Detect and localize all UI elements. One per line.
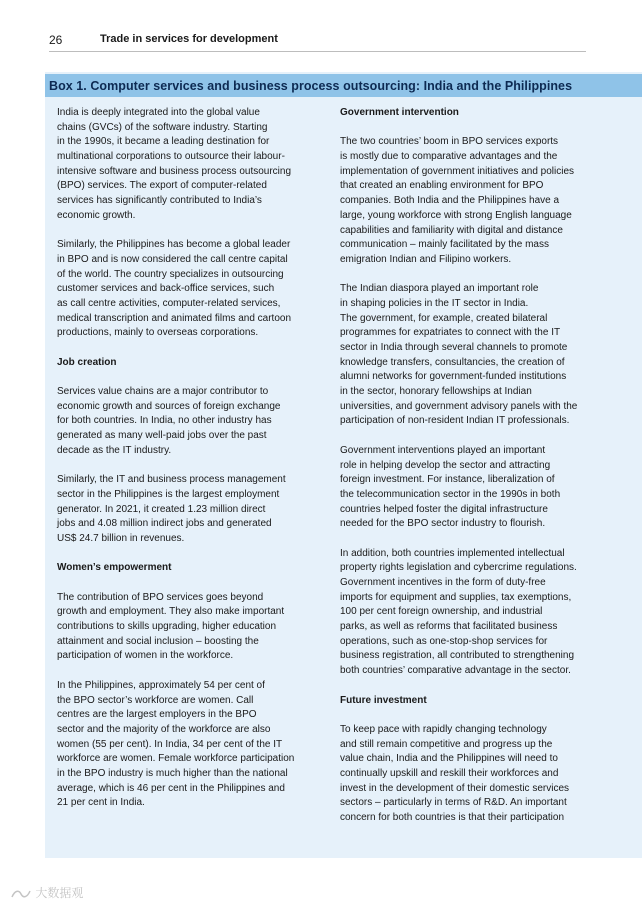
text-line: The two countries’ boom in BPO services exports [340,136,559,148]
text-line: growth and employment. They also make important [57,606,285,618]
text-line: is mostly due to comparative advantages and the [340,151,558,163]
paragraph [57,385,319,458]
text-line: both countries’ comparative advantage in the sector. [340,665,571,677]
text-line: 21 per cent in India. [57,797,145,809]
section-heading [57,356,319,371]
text-line: sector in the Philippines is the largest employment [57,488,280,500]
text-line: (BPO) services. The export of computer-related [57,180,267,192]
text-line: continually upskill and reskill their workforces and [340,767,559,779]
text-line: in shaping policies in the IT sector in India. [340,297,529,309]
text-line: Services value chains are a major contributor to [57,386,269,398]
text-line: property rights legislation and cybercrime regulations. [340,562,577,574]
text-line: chains (GVCs) of the software industry. Starting [57,121,268,133]
text-line: countries helped foster the digital infrastructure [340,503,548,515]
text-line: decade as the IT industry. [57,444,172,456]
right-column [340,106,602,826]
section-heading [340,694,602,709]
text-line: contributions to skills upgrading, higher education [57,621,277,633]
text-line: centres are the largest employers in the BPO [57,709,257,721]
text-line: and still remain competitive and progress up the [340,738,553,750]
text-line: The Indian diaspora played an important role [340,283,539,295]
watermark-logo-icon [10,888,32,900]
text-line: sector in India through several channels to promote [340,342,568,353]
paragraph-gap [340,429,602,444]
watermark [10,884,83,901]
text-line: intensive software and business process outsourcing [57,165,292,177]
heading-text: Women’s empowerment [57,562,172,574]
paragraph [57,238,319,341]
text-line: communication – mainly facilitated by the mass [340,239,549,251]
watermark-text: 大数据观 [35,886,84,900]
text-line: that created an enabling environment for BPO [340,180,544,192]
text-line: programmes for expatriates to connect with the IT [340,327,561,339]
text-line: India is deeply integrated into the global value [57,107,260,118]
text-line: US$ 24.7 billion in revenues. [57,532,185,544]
paragraph-gap [57,370,319,385]
heading-text: Job creation [57,356,117,368]
paragraph [57,679,319,811]
page-number: 26 [49,33,63,47]
paragraph-gap [340,268,602,283]
text-line: capabilities and familiarity with digital and distance [340,224,563,236]
paragraph-gap [340,121,602,136]
text-line: services has significantly contributed to India’s [57,195,262,207]
paragraph [340,547,602,679]
text-line: the telecommunication sector in the 1990s in both [340,488,561,500]
text-line: concern for both countries is that their participation [340,812,565,823]
text-line: needed for the BPO sector industry to flourish. [340,518,546,530]
heading-text: Future investment [340,694,427,706]
paragraph [340,282,602,429]
paragraph [340,444,602,532]
text-line: jobs and 4.08 million indirect jobs and generated [57,518,272,530]
text-line: universities, and government advisory panels with the [340,400,578,412]
box-title: Box 1. Computer services and business process outsourcing: India and the Philippines [49,79,573,93]
text-line: business registration, all contributed to strengthening [340,650,575,662]
text-line: participation of women in the workforce. [57,650,234,662]
section-heading [57,561,319,576]
text-line: large, young workforce with strong English language [340,209,572,221]
paragraph [340,135,602,267]
text-line: emigration Indian and Filipino workers. [340,253,512,265]
text-line: alumni networks for government-funded institutions [340,371,567,383]
text-line: multinational corporations to outsource their labour- [57,151,285,163]
paragraph [57,473,319,546]
text-line: generator. In 2021, it created 1.23 million direct [57,503,266,515]
text-line: Similarly, the Philippines has become a global leader [57,239,291,251]
text-line: economic growth. [57,209,136,221]
text-line: productions, mainly to overseas corporations. [57,327,259,339]
text-line: parks, as well as reforms that facilitated business [340,621,558,633]
text-line: Government incentives in the form of duty-free [340,577,546,588]
text-line: implementation of government initiatives and policies [340,165,575,177]
text-line: sector and the majority of the workforce are also [57,723,271,735]
text-line: the BPO sector’s workforce are women. Call [57,694,254,706]
text-line: customer services and back-office services, such [57,283,275,295]
text-line: value chain, India and the Philippines will need to [340,753,558,765]
section-heading [340,106,602,121]
paragraph-gap [57,664,319,679]
text-line: Government interventions played an important [340,444,546,456]
text-line: operations, such as one-stop-shop services for [340,635,548,647]
text-line: generated as many well-paid jobs over the past [57,430,267,442]
left-column [57,106,319,811]
paragraph-gap [57,576,319,591]
paragraph-gap [57,341,319,356]
text-line: participation of non-resident Indian IT professionals. [340,415,570,427]
paragraph-gap [340,708,602,723]
paragraph-gap [340,532,602,547]
text-line: imports for equipment and supplies, tax exemptions, [340,591,572,603]
text-line: women (55 per cent). In India, 34 per cent of the IT [57,738,283,750]
text-line: economic growth and sources of foreign exchange [57,400,281,412]
text-line: sectors – particularly in terms of R&D. An important [340,797,567,809]
text-line: 100 per cent foreign ownership, and industrial [340,606,543,618]
text-line: The contribution of BPO services goes beyond [57,591,264,603]
text-line: In the Philippines, approximately 54 per cent of [57,679,265,691]
text-line: of the world. The country specializes in outsourcing [57,268,284,280]
paragraph-gap [340,679,602,694]
running-title: Trade in services for development [100,33,278,45]
text-line: To keep pace with rapidly changing technology [340,723,547,735]
heading-text: Government intervention [340,107,459,118]
paragraph-gap [57,459,319,474]
text-line: medical transcription and animated films and cartoon [57,312,292,324]
text-line: In addition, both countries implemented intellectual [340,547,565,559]
text-line: foreign investment. For instance, liberalization of [340,474,555,486]
paragraph [57,591,319,664]
text-line: attainment and social inclusion – boosting the [57,635,259,647]
text-line: in the 1990s, it became a leading destination for [57,136,270,148]
text-line: average, which is 46 per cent in the Philippines and [57,782,285,794]
text-line: in the BPO industry is much higher than the national [57,767,288,779]
text-line: as call centre activities, computer-related services, [57,297,281,309]
text-line: companies. Both India and the Philippines have a [340,195,560,207]
text-line: role in helping develop the sector and attracting [340,459,551,471]
text-line: invest in the development of their domestic services [340,782,569,794]
paragraph [57,106,319,224]
paragraph-gap [57,547,319,562]
text-line: knowledge transfers, consultancies, the creation of [340,356,565,368]
paragraph-gap [57,224,319,239]
paragraph [340,723,602,826]
box-title-bar [45,74,642,97]
text-line: in the sector, honorary fellowships at Indian [340,386,532,398]
text-line: in BPO and is now considered the call centre capital [57,253,288,265]
text-line: workforce are women. Female workforce participation [57,753,295,765]
page-header [49,33,586,52]
text-line: Similarly, the IT and business process management [57,474,286,486]
text-line: for both countries. In India, no other industry has [57,415,272,427]
text-line: The government, for example, created bilateral [340,312,548,324]
